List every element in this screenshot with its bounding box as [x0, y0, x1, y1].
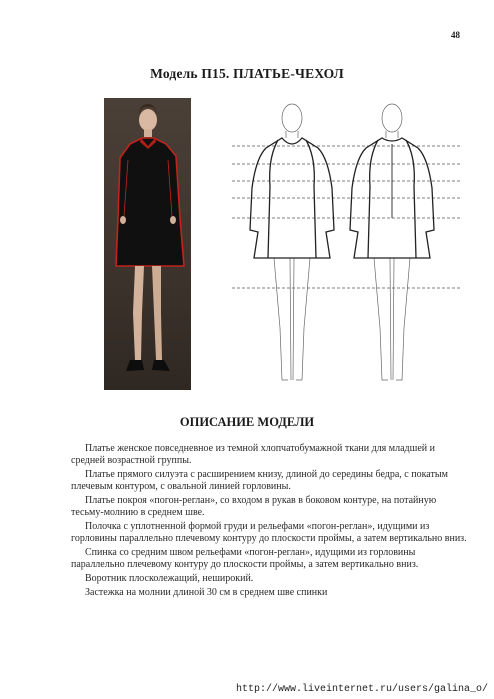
description-paragraph: Спинка со средним швом рельефами «погон-реглан», идущими из горловины параллельно плечевому контуру до плоскости проймы, а затем вертикально вниз. [71, 547, 419, 570]
model-photo-illustration [104, 98, 191, 390]
section-heading: ОПИСАНИЕ МОДЕЛИ [179, 415, 315, 429]
footer-url[interactable]: http://www.liveinternet.ru/users/galina_o/ [235, 684, 488, 695]
description-paragraph: Платье женское повседневное из темной хлопчатобумажной ткани для младшей и средней возрастной группы. [71, 443, 435, 466]
description-paragraph: Платье прямого силуэта с расширением книзу, длиной до середины бедра, с покатым плечевым контуром, с овальной линией горловины. [71, 469, 448, 492]
page-title: Модель П15. ПЛАТЬЕ-ЧЕХОЛ [150, 66, 344, 81]
page-number: 48 [451, 30, 460, 40]
description-paragraph: Платье покроя «погон-реглан», со входом в рукав в боковом контуре, на потайную тесьму-молнию в среднем шве. [71, 495, 437, 518]
description-paragraph: Застежка на молнии длиной 30 см в среднем шве спинки [85, 587, 328, 598]
model-description [71, 443, 471, 601]
description-paragraph: Полочка с уплотненной формой груди и рельефами «погон-реглан», идущими из горловины параллельно плечевому контуру до плоскости проймы, а затем вертикально вниз. [71, 521, 467, 544]
technical-flat-sketch-icon [228, 98, 468, 388]
technical-sketch [228, 98, 468, 393]
model-photo [104, 98, 191, 390]
description-paragraph: Воротник плосколежащий, неширокий. [85, 573, 254, 584]
